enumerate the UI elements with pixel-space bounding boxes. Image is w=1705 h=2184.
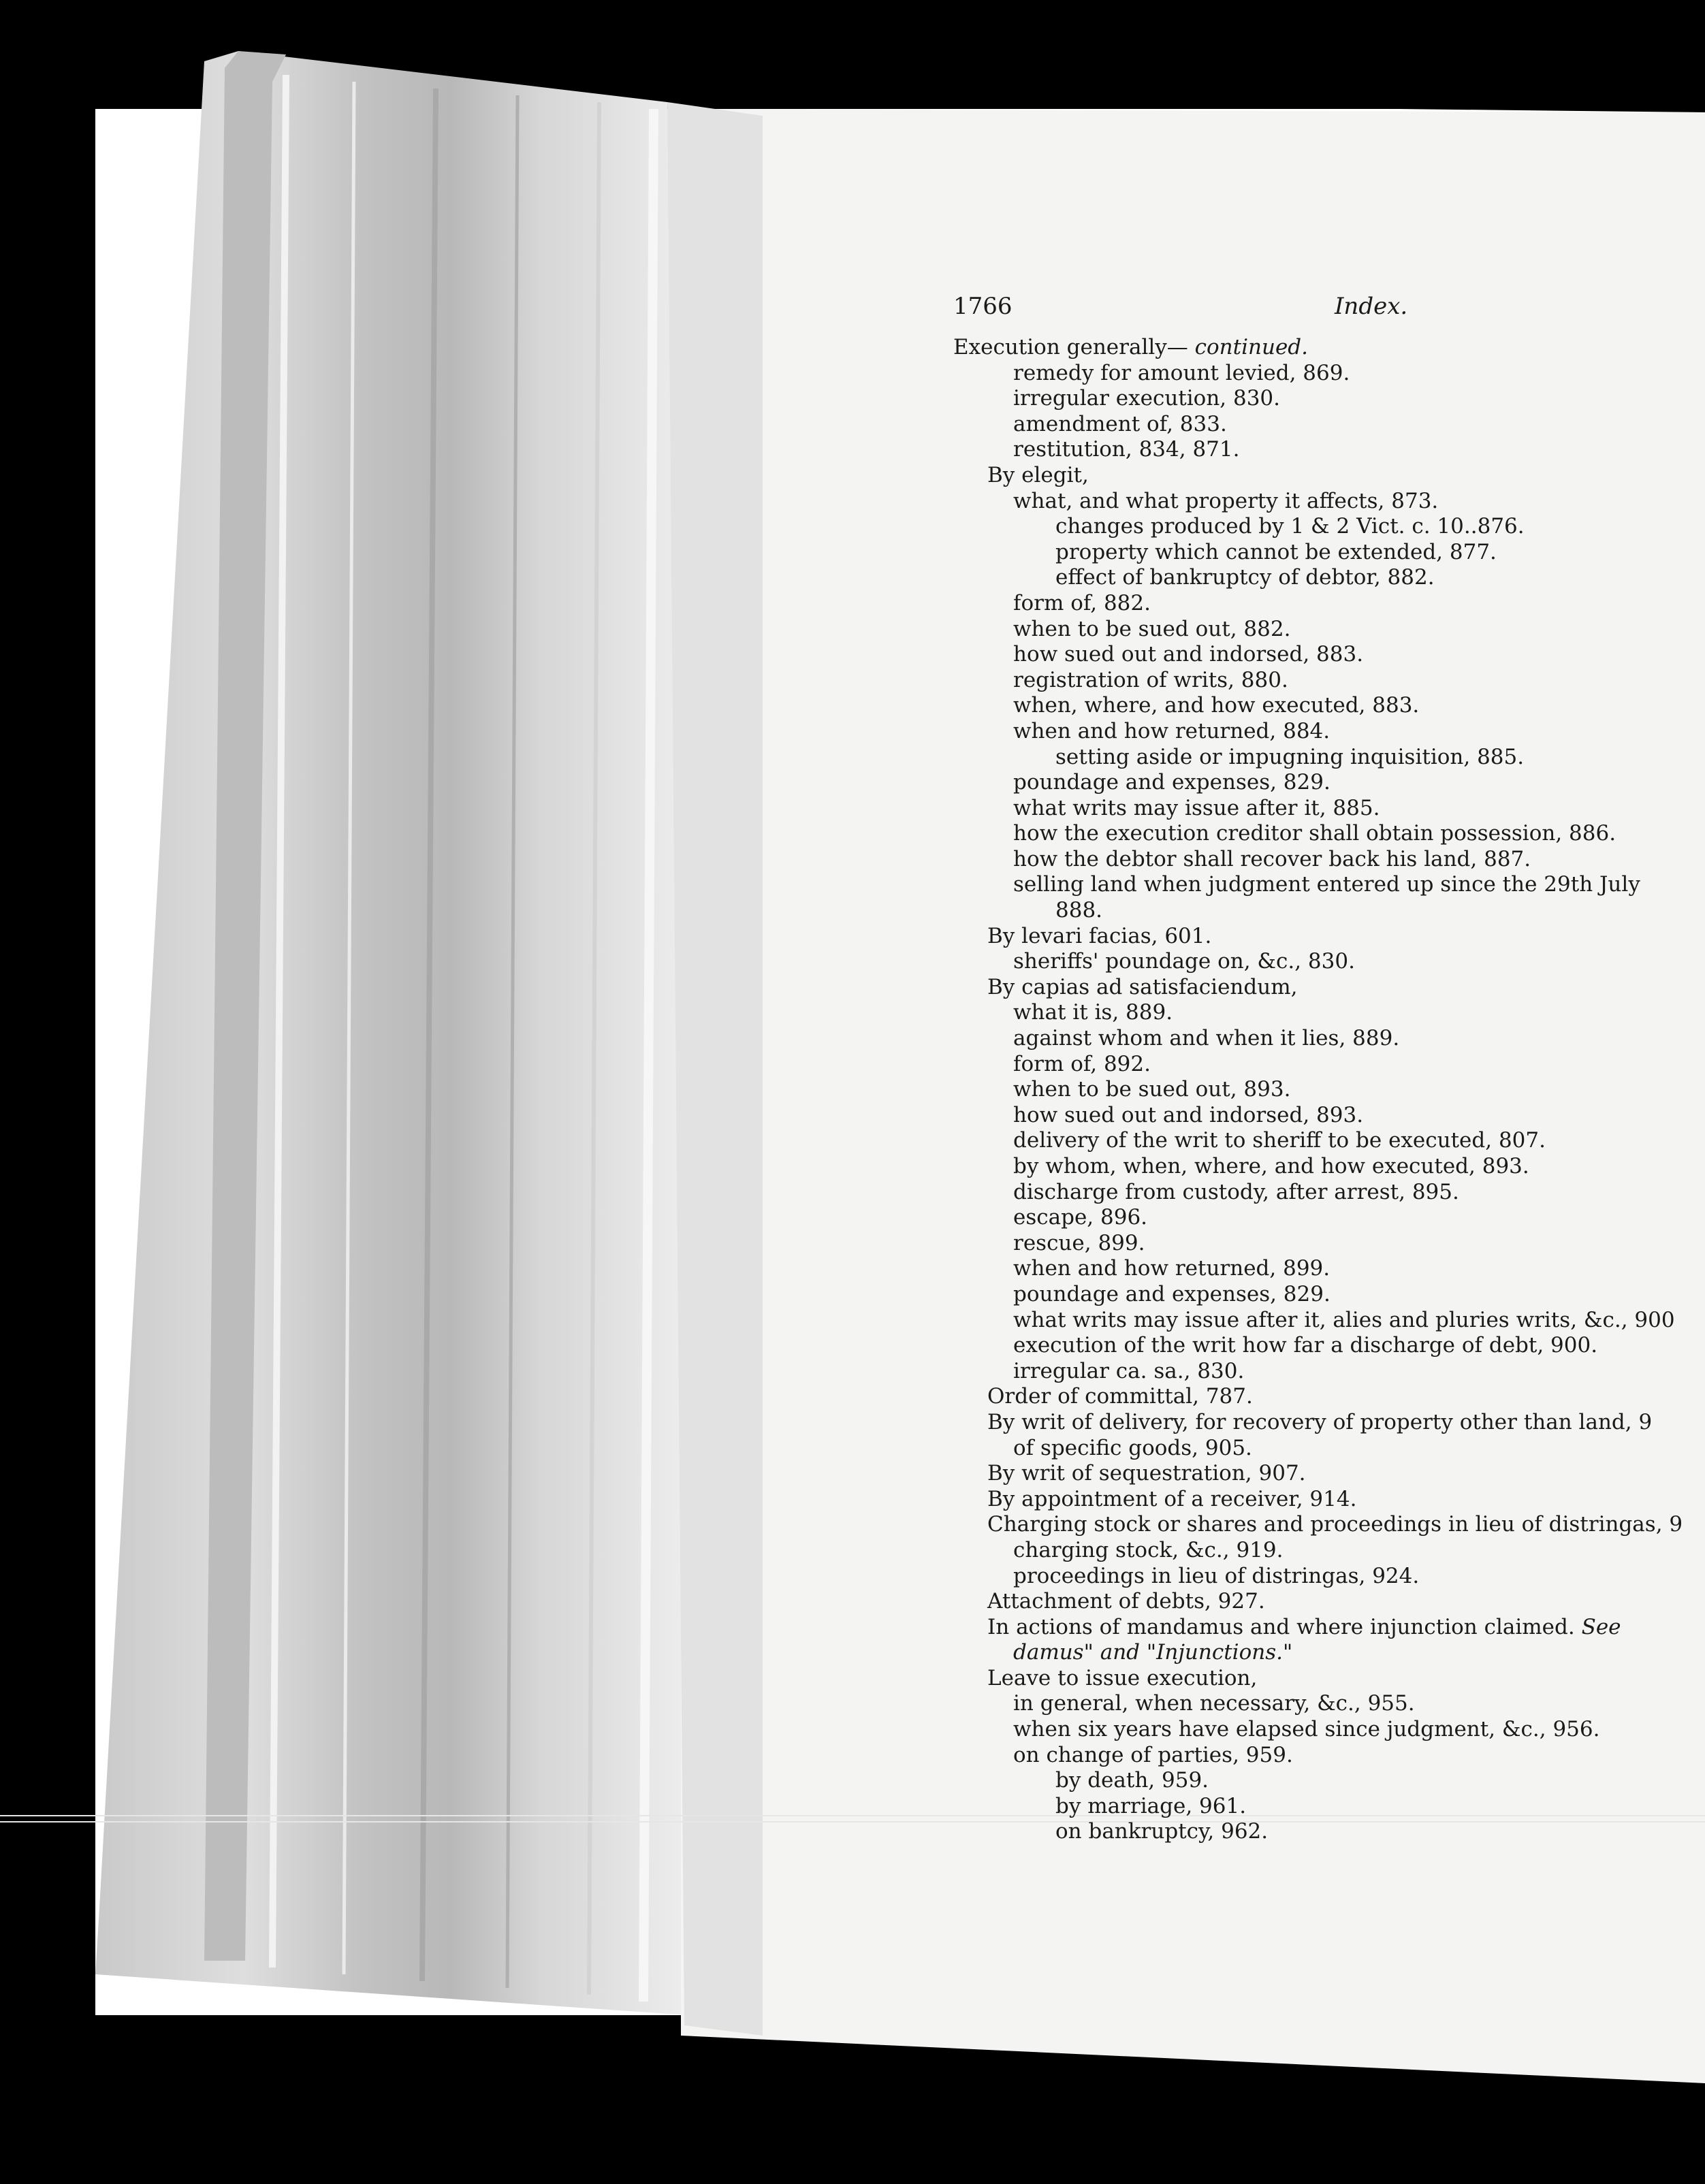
index-entry [953,437,1705,463]
index-entry [953,617,1705,643]
index-entry [953,540,1705,566]
index-entry [953,1103,1705,1129]
index-entry-text: By elegit, [987,462,1089,487]
index-entry [953,1436,1705,1462]
index-entry [953,847,1705,873]
index-entry-text: on change of parties, 959. [1013,1742,1293,1767]
index-entry [953,1205,1705,1231]
index-entry-text: when six years have elapsed since judgment, &c., 956. [1013,1717,1600,1742]
index-entry-text: 888. [1055,898,1103,923]
index-entry [953,514,1705,540]
index-entry-text: what it is, 889. [1013,1000,1173,1025]
index-entry-text: execution of the writ how far a discharge of debt, 900. [1013,1333,1598,1358]
index-entry-text: charging stock, &c., 919. [1013,1537,1284,1562]
index-entry-text: by marriage, 961. [1055,1793,1247,1818]
index-entry [953,693,1705,719]
index-entry-text: By writ of delivery, for recovery of property other than land, 9 [987,1409,1653,1434]
index-entry [953,1819,1705,1845]
index-entry [953,1487,1705,1513]
index-entry-text: setting aside or impugning inquisition, 885. [1055,744,1525,769]
index-entry [953,1794,1705,1820]
index-entry-text: Execution generally— [953,335,1188,359]
index-entry-italic: damus" and "Injunctions." [1013,1640,1293,1665]
index-entry [953,949,1705,975]
index-entry-text: discharge from custody, after arrest, 895. [1013,1179,1459,1204]
index-entry-text: when, where, and how executed, 883. [1013,693,1420,718]
index-entry [953,975,1705,1001]
index-entries [953,335,1705,1845]
index-entry [953,335,1705,361]
index-entry-text: By capias ad satisfaciendum, [987,974,1298,999]
background-left [0,0,95,2184]
index-entry-text: By appointment of a receiver, 914. [987,1486,1357,1511]
index-entry [953,1333,1705,1359]
index-entry-text: remedy for amount levied, 869. [1013,360,1350,385]
index-entry-text: what, and what property it affects, 873. [1013,488,1439,513]
index-entry [953,1180,1705,1206]
index-entry-text: registration of writs, 880. [1013,667,1288,692]
index-entry-text: irregular execution, 830. [1013,386,1281,411]
index-entry-text: what writs may issue after it, 885. [1013,795,1380,820]
index-entry [953,1359,1705,1385]
index-entry [953,1308,1705,1334]
index-entry-text: property which cannot be extended, 877. [1055,539,1497,564]
index-entry [953,1666,1705,1692]
index-entry-text: how the execution creditor shall obtain possession, 886. [1013,821,1616,846]
index-entry [953,565,1705,591]
index-entry-text: form of, 882. [1013,590,1151,615]
index-entry-italic: See [1581,1614,1621,1639]
index-entry [953,489,1705,515]
index-entry [953,1743,1705,1769]
index-entry [953,1589,1705,1615]
index-entry [953,1461,1705,1487]
index-entry-text: restitution, 834, 871. [1013,437,1240,462]
index-entry-text: on bankruptcy, 962. [1055,1819,1269,1844]
index-entry [953,1564,1705,1590]
running-head: Index. [1335,293,1408,320]
index-entry-text: Order of committal, 787. [987,1384,1253,1409]
index-entry [953,1128,1705,1154]
index-entry [953,1691,1705,1717]
index-entry [953,1077,1705,1103]
index-entry [953,361,1705,387]
index-entry-text: in general, when necessary, &c., 955. [1013,1691,1415,1716]
index-entry-text: by whom, when, where, and how executed, 893. [1013,1154,1529,1178]
index-entry [953,668,1705,694]
index-entry-text: Charging stock or shares and proceedings in lieu of distringas, 9 [987,1512,1683,1537]
page-header [953,293,1705,335]
index-entry [953,1026,1705,1052]
index-entry-text: against whom and when it lies, 889. [1013,1026,1400,1051]
index-entry-text: In actions of mandamus and where injunction claimed. [987,1614,1575,1639]
index-entry-text: Attachment of debts, 927. [987,1589,1265,1614]
index-entry-text: what writs may issue after it, alies and pluries writs, &c., 900 [1013,1307,1675,1332]
index-entry [953,642,1705,668]
index-entry-text: when to be sued out, 893. [1013,1077,1291,1102]
page-number: 1766 [953,293,1013,320]
index-entry [953,386,1705,412]
index-entry [953,1052,1705,1078]
index-entry [953,796,1705,822]
index-entry-text: poundage and expenses, 829. [1013,770,1330,795]
index-entry [953,1717,1705,1743]
index-entry-text: effect of bankruptcy of debtor, 882. [1055,565,1435,590]
index-entry [953,1410,1705,1436]
index-entry-text: poundage and expenses, 829. [1013,1281,1330,1306]
index-entry-text: Leave to issue execution, [987,1665,1258,1690]
index-entry-text: when to be sued out, 882. [1013,616,1291,641]
index-entry-text: sheriffs' poundage on, &c., 830. [1013,949,1355,974]
index-entry [953,1615,1705,1641]
index-entry [953,1154,1705,1180]
index-entry-text: of specific goods, 905. [1013,1435,1252,1460]
index-entry [953,1640,1705,1666]
index-entry [953,1768,1705,1794]
index-entry-text: By writ of sequestration, 907. [987,1461,1306,1486]
index-entry [953,591,1705,617]
index-entry [953,1282,1705,1308]
index-entry [953,872,1705,898]
index-entry [953,463,1705,489]
index-entry-text: delivery of the writ to sheriff to be executed, 807. [1013,1128,1546,1153]
index-entry [953,821,1705,847]
index-entry-text: when and how returned, 899. [1013,1256,1330,1281]
index-entry [953,770,1705,796]
index-entry-text: irregular ca. sa., 830. [1013,1358,1245,1383]
index-entry-text: form of, 892. [1013,1051,1151,1076]
index-entry [953,745,1705,771]
index-page-text [953,293,1705,1845]
index-entry-text: proceedings in lieu of distringas, 924. [1013,1563,1420,1588]
index-entry-text: rescue, 899. [1013,1230,1145,1255]
index-entry-text: changes produced by 1 & 2 Vict. c. 10..876. [1055,514,1525,539]
index-entry [953,719,1705,745]
background-corner-top-right [613,0,1705,112]
index-entry-text: by death, 959. [1055,1768,1209,1793]
index-entry-italic: continued. [1194,335,1308,359]
index-entry [953,1538,1705,1564]
index-entry-text: how sued out and indorsed, 893. [1013,1102,1364,1127]
index-entry [953,412,1705,438]
index-entry [953,1512,1705,1538]
index-entry-text: selling land when judgment entered up since the 29th July [1013,872,1640,897]
index-entry-text: when and how returned, 884. [1013,718,1330,743]
index-entry-text: escape, 896. [1013,1205,1148,1230]
index-entry-text: how the debtor shall recover back his land, 887. [1013,846,1531,871]
index-entry [953,1000,1705,1026]
index-entry-text: how sued out and indorsed, 883. [1013,642,1364,667]
index-entry [953,924,1705,950]
index-entry-text: amendment of, 833. [1013,411,1227,436]
index-entry [953,1256,1705,1282]
index-entry [953,1384,1705,1410]
index-entry [953,898,1705,924]
index-entry [953,1231,1705,1257]
index-entry-text: By levari facias, 601. [987,923,1212,948]
